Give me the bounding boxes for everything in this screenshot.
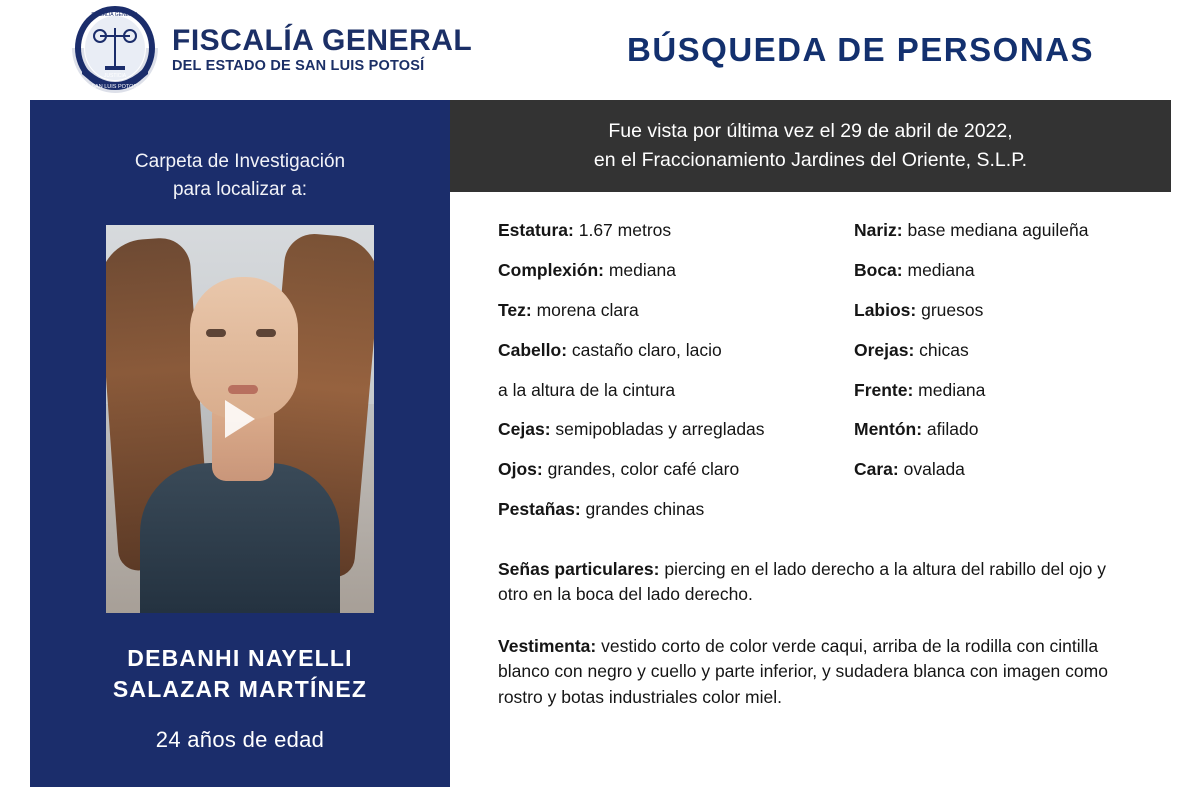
detail-nariz-value: base mediana aguileña [902,220,1089,240]
detail-cabello [498,340,842,362]
poster-title-block [560,31,1201,69]
description-column-right [842,220,1171,539]
detail-cabello-value: castaño claro, lacio [567,339,722,360]
details-panel [450,100,1171,787]
person-name-line2: SALAZAR MARTÍNEZ [112,676,368,703]
photo-face [190,277,298,419]
detail-menton-label: Mentón: [854,419,923,440]
detail-complexion-label: Complexión: [498,259,604,280]
detail-menton [854,419,1171,441]
detail-orejas [854,340,1171,362]
distinguishing-marks [450,557,1171,608]
left-margin [0,100,30,787]
last-seen-line2: en el Fraccionamiento Jardines del Oriente, S.L.P. [593,149,1028,171]
detail-cabello-continuation: a la altura de la cintura [498,379,676,400]
right-margin [1171,100,1201,787]
institution-sub-title: DEL ESTADO DE SAN LUIS POTOSÍ [172,58,425,75]
detail-nariz [854,220,1171,242]
detail-estatura-label: Estatura: [498,220,574,240]
institution-block [0,4,560,96]
physical-description [450,192,1171,539]
detail-cabello-label: Cabello: [498,339,568,360]
person-name-line1: DEBANHI NAYELLI [127,645,353,672]
last-seen-line1: Fue vista por última vez el 29 de abril de 2022, [608,119,1013,142]
detail-tez [498,300,842,322]
detail-boca [854,260,1171,282]
svg-text:SAN LUIS POTOSÍ: SAN LUIS POTOSÍ [91,84,139,90]
person-name [30,643,450,705]
detail-cejas-value: semipobladas y arregladas [550,419,765,440]
detail-ojos-label: Ojos: [498,459,543,480]
institution-main-title: FISCALÍA GENERAL [172,24,473,58]
person-age: 24 años de edad [155,727,325,753]
photo-eye-left [206,329,226,337]
person-panel [30,100,450,787]
detail-cara [854,459,1171,481]
photo-eye-right [256,329,276,337]
detail-orejas-label: Orejas: [854,339,915,360]
svg-text:FISCALÍA GENERAL: FISCALÍA GENERAL [91,12,139,18]
poster-header [0,0,1201,100]
vestimenta-label: Vestimenta: [498,635,597,656]
clothing-description [450,634,1171,710]
vestimenta-text: vestido corto de color verde caqui, arriba de la rodilla con cintilla blanco con negro y cuello y parte inferior, y sudadera blanca con imagen como rostro y botas industriales color miel. [498,635,1108,707]
photo-mouth [228,385,258,394]
detail-boca-value: mediana [902,259,975,280]
detail-tez-label: Tez: [498,299,532,320]
detail-cara-value: ovalada [898,459,965,480]
play-icon[interactable] [225,400,255,438]
detail-labios [854,300,1171,322]
detail-menton-value: afilado [922,419,979,440]
detail-nariz-label: Nariz: [854,220,903,240]
state-seal-icon [72,4,158,96]
detail-pestanas [498,499,842,521]
detail-frente-value: mediana [913,379,986,400]
institution-name [172,26,472,74]
detail-cejas-label: Cejas: [498,419,551,440]
folder-label [30,148,450,203]
detail-estatura-value: 1.67 metros [573,220,672,240]
photo-torso [140,463,340,613]
senas-label: Señas particulares: [498,559,660,579]
detail-ojos-value: grandes, color café claro [542,459,740,480]
detail-cejas [498,419,842,441]
detail-frente [854,380,1171,402]
detail-labios-label: Labios: [854,299,917,320]
page-title: BÚSQUEDA DE PERSONAS [626,31,1094,68]
detail-estatura [498,220,842,242]
last-seen-notice [450,100,1171,192]
detail-pestanas-label: Pestañas: [498,499,581,520]
svg-text:JUSTICIA: JUSTICIA [103,73,127,79]
detail-boca-label: Boca: [854,259,903,280]
detail-complexion-value: mediana [603,259,676,280]
missing-person-photo [106,225,374,613]
detail-ojos [498,459,842,481]
detail-tez-value: morena clara [531,299,639,320]
detail-complexion [498,260,842,282]
senas-text: piercing en el lado derecho a la altura del rabillo del ojo y otro en la boca del lado derecho. [498,559,1107,605]
detail-labios-value: gruesos [916,299,984,320]
detail-orejas-value: chicas [914,339,969,360]
folder-label-line1: Carpeta de Investigación [134,151,346,172]
poster-body [30,100,1171,787]
detail-pestanas-value: grandes chinas [580,499,705,520]
detail-cara-label: Cara: [854,459,899,480]
description-column-left [450,220,842,539]
detail-frente-label: Frente: [854,379,914,400]
folder-label-line2: para localizar a: [172,178,308,200]
